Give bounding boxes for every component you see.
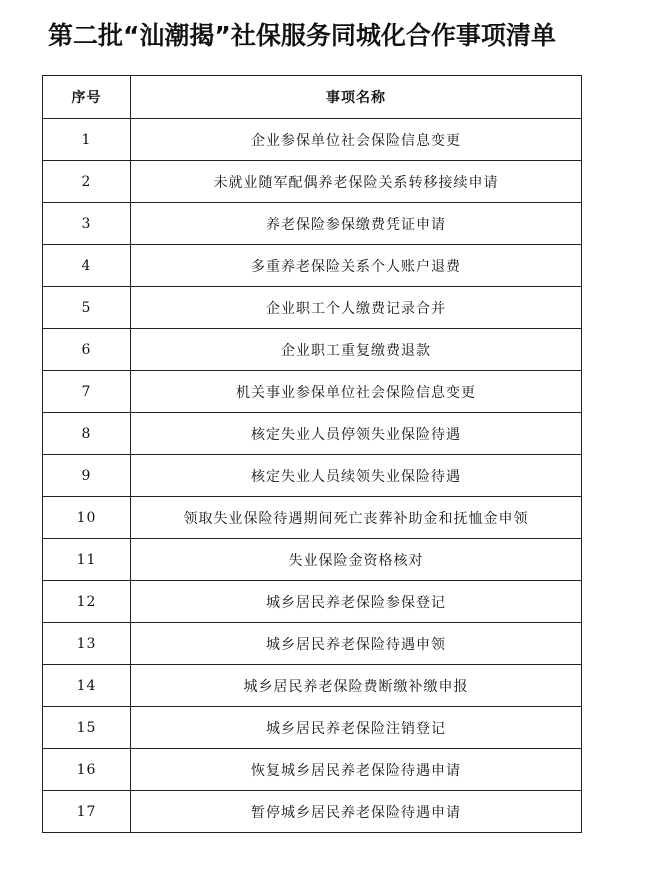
row-name: 核定失业人员续领失业保险待遇 [131,455,582,497]
table-row [43,665,582,707]
row-number: 16 [43,749,131,791]
row-number: 4 [43,245,131,287]
row-number: 9 [43,455,131,497]
row-name: 城乡居民养老保险参保登记 [131,581,582,623]
row-name: 机关事业参保单位社会保险信息变更 [131,371,582,413]
table-row [43,623,582,665]
row-number: 14 [43,665,131,707]
row-number: 8 [43,413,131,455]
row-number: 12 [43,581,131,623]
table-row [43,707,582,749]
row-name: 企业职工个人缴费记录合并 [131,287,582,329]
row-number: 5 [43,287,131,329]
table-row [43,203,582,245]
table-row [43,161,582,203]
table-row [43,245,582,287]
table-row [43,497,582,539]
items-table [42,75,582,833]
row-number: 6 [43,329,131,371]
row-name: 恢复城乡居民养老保险待遇申请 [131,749,582,791]
row-number: 7 [43,371,131,413]
row-name: 企业参保单位社会保险信息变更 [131,119,582,161]
row-name: 城乡居民养老保险注销登记 [131,707,582,749]
table-row [43,287,582,329]
table-row [43,791,582,833]
row-number: 1 [43,119,131,161]
table-row [43,413,582,455]
table-row [43,581,582,623]
row-name: 城乡居民养老保险待遇申领 [131,623,582,665]
row-name: 失业保险金资格核对 [131,539,582,581]
table-header-row [43,76,582,119]
row-number: 11 [43,539,131,581]
row-name: 养老保险参保缴费凭证申请 [131,203,582,245]
row-name: 未就业随军配偶养老保险关系转移接续申请 [131,161,582,203]
row-name: 核定失业人员停领失业保险待遇 [131,413,582,455]
table-row [43,329,582,371]
row-number: 10 [43,497,131,539]
row-name: 领取失业保险待遇期间死亡丧葬补助金和抚恤金申领 [131,497,582,539]
document-title: 第二批“汕潮揭”社保服务同城化合作事项清单 [48,21,556,50]
row-number: 17 [43,791,131,833]
table-row [43,119,582,161]
header-name: 事项名称 [131,76,582,119]
table-row [43,749,582,791]
table-row [43,539,582,581]
row-number: 3 [43,203,131,245]
table-row [43,371,582,413]
row-name: 企业职工重复缴费退款 [131,329,582,371]
row-name: 城乡居民养老保险费断缴补缴申报 [131,665,582,707]
row-number: 13 [43,623,131,665]
row-name: 多重养老保险关系个人账户退费 [131,245,582,287]
table-row [43,455,582,497]
row-number: 2 [43,161,131,203]
header-number: 序号 [43,76,131,119]
row-name: 暂停城乡居民养老保险待遇申请 [131,791,582,833]
row-number: 15 [43,707,131,749]
